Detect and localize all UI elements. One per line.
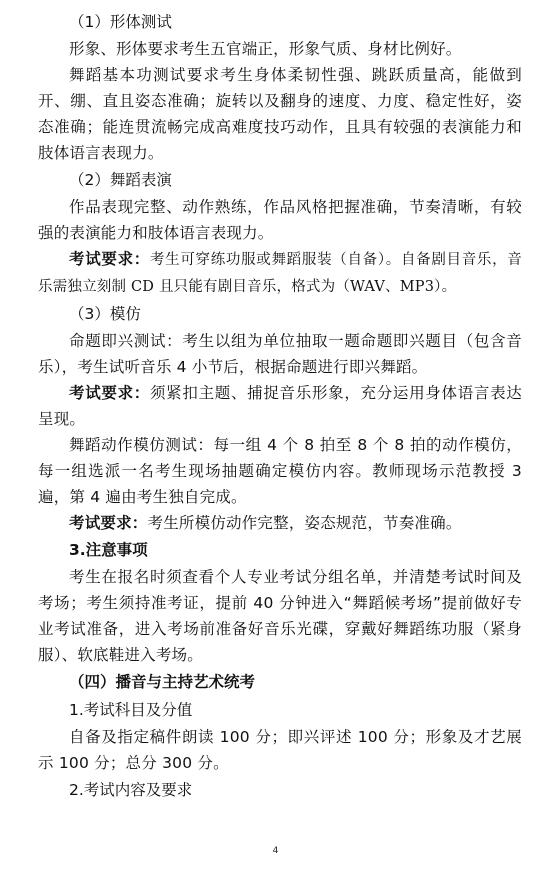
paragraph-performance: 作品表现完整、动作熟练，作品风格把握准确，节奏清晰，有较强的表演能力和肢体语言表现力。 xyxy=(38,198,522,242)
paragraph-basic-skills: 舞蹈基本功测试要求考生身体柔韧性强、跳跃质量高，能做到开、绷、直且姿态准确；旋转以及翻身的速度、力度、稳定性好，姿态准确；能连贯流畅完成高难度技巧动作，且具有较强的表演能力和肢体语言表现力。 xyxy=(38,66,522,162)
page-number: 4 xyxy=(272,846,279,856)
paragraph-scores: 自备及指定稿件朗读 100 分；即兴评述 100 分；形象及才艺展示 100 分；总分 300 分。 xyxy=(38,728,522,772)
paragraph-imitation-requirements xyxy=(38,510,522,536)
section-heading-dance-performance: （2）舞蹈表演 xyxy=(69,171,172,189)
subheading-content-requirements: 2.考试内容及要求 xyxy=(69,781,193,799)
section-heading-broadcasting: （四）播音与主持艺术统考 xyxy=(69,673,256,691)
requirements-text: 考生所模仿动作完整，姿态规范，节奏准确。 xyxy=(147,514,462,532)
requirements-label: 考试要求： xyxy=(69,384,150,402)
section-heading-body-test: （1）形体测试 xyxy=(69,13,172,31)
requirements-text: 须紧扣主题、捕捉音乐形象，充分运用身体语言表达呈现。 xyxy=(38,384,522,428)
paragraph-performance-requirements xyxy=(38,246,522,300)
section-heading-notes: 3.注意事项 xyxy=(69,541,148,559)
paragraph-improvisation: 命题即兴测试：考生以组为单位抽取一题命题即兴题目（包含音乐），考生试听音乐 4 小节后，根据命题进行即兴舞蹈。 xyxy=(38,332,522,376)
paragraph-movement-imitation: 舞蹈动作模仿测试：每一组 4 个 8 拍至 8 个 8 拍的动作模仿，每一组选派一名考生现场抽题确定模仿内容。教师现场示范教授 3 遍，第 4 遍由考生独自完成。 xyxy=(38,436,522,506)
section-heading-imitation: （3）模仿 xyxy=(69,305,141,323)
requirements-label: 考试要求： xyxy=(69,250,150,268)
subheading-subjects-scores: 1.考试科目及分值 xyxy=(69,701,193,719)
paragraph-improvisation-requirements xyxy=(38,380,522,432)
requirements-label: 考试要求： xyxy=(69,514,148,532)
document-content xyxy=(38,8,522,804)
paragraph-appearance: 形象、形体要求考生五官端正，形象气质、身材比例好。 xyxy=(69,40,462,58)
requirements-text: 考生可穿练功服或舞蹈服装（自备）。自备剧目音乐，音乐需独立刻制 CD 且只能有剧目音乐，格式为（WAV、MP3）。 xyxy=(38,252,522,295)
paragraph-notes: 考生在报名时须查看个人专业考试分组名单，并清楚考试时间及考场；考生须持准考证，提前 40 分钟进入“舞蹈候考场”提前做好专业考试准备，进入考场前准备好音乐光碟，穿戴好舞蹈练功服（紧身服）、软底鞋进入考场。 xyxy=(38,568,522,664)
